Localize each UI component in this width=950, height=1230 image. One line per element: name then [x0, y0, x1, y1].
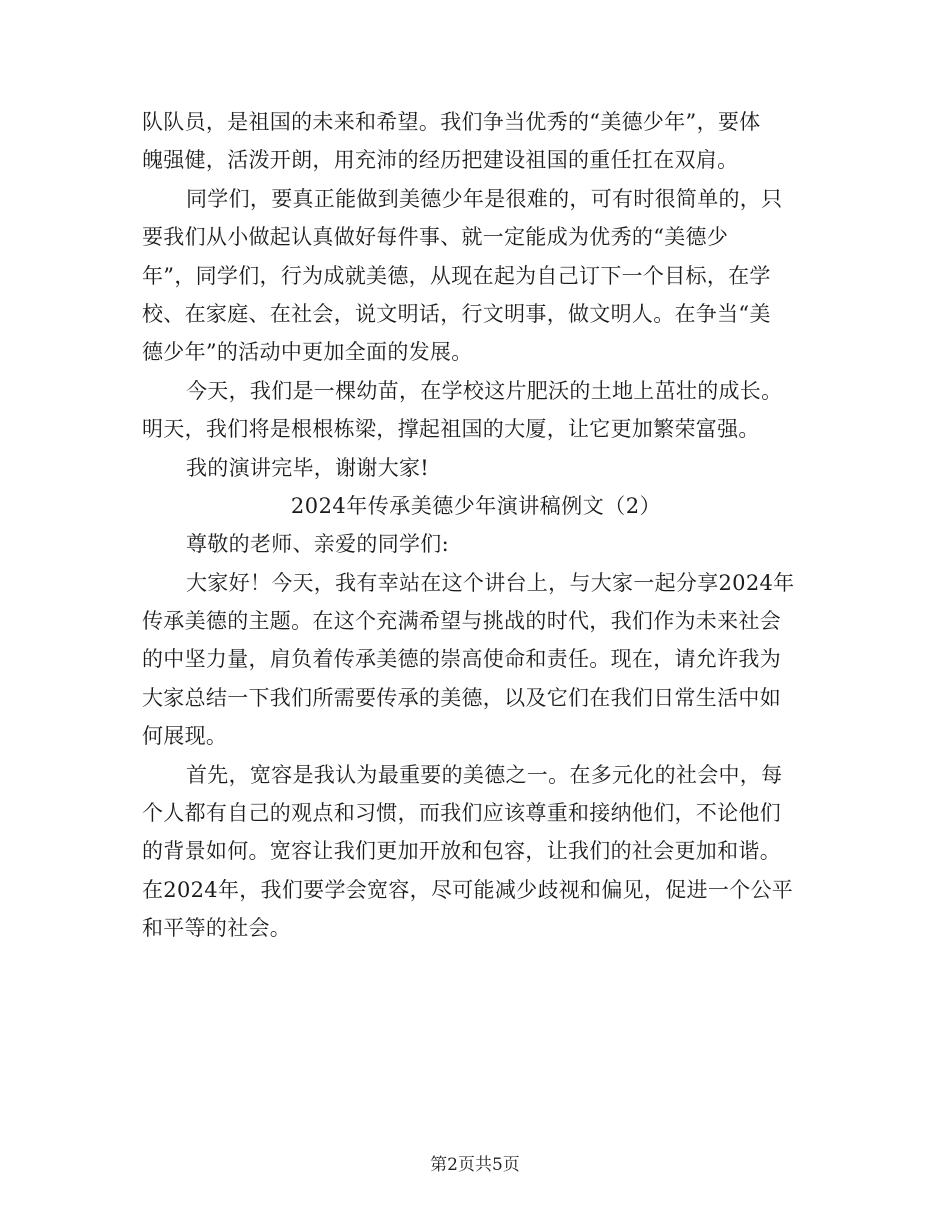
text-line: 在2024年，我们要学会宽容，尽可能减少歧视和偏见，促进一个公平: [142, 877, 794, 902]
text-line: 我的演讲完毕，谢谢大家!: [186, 455, 430, 480]
text-line: 队队员，是祖国的未来和希望。我们争当优秀的“美德少年”，要体: [142, 110, 761, 134]
text-line: 何展现。: [142, 724, 228, 749]
text-line: 大家总结一下我们所需要传承的美德，以及它们在我们日常生活中如: [142, 685, 781, 710]
text-line: 个人都有自己的观点和习惯，而我们应该尊重和接纳他们，不论他们: [142, 801, 781, 826]
salutation-line: 尊敬的老师、亲爱的同学们:: [186, 532, 449, 557]
text-line: 校、在家庭、在社会，说文明话，行文明事，做文明人。在争当“美: [142, 301, 771, 326]
text-line: 的背景如何。宽容让我们更加开放和包容，让我们的社会更加和谐。: [142, 839, 781, 864]
text-line: 要我们从小做起认真做好每件事、就一定能成为优秀的“美德少: [142, 225, 729, 250]
text-line: 同学们，要真正能做到美德少年是很难的，可有时很简单的，只: [186, 186, 783, 211]
text-line: 德少年”的活动中更加全面的发展。: [142, 340, 473, 365]
text-line: 和平等的社会。: [142, 916, 292, 941]
text-line: 传承美德的主题。在这个充满希望与挑战的时代，我们作为未来社会: [142, 609, 781, 634]
text-line: 大家好！今天，我有幸站在这个讲台上，与大家一起分享2024年: [186, 570, 795, 595]
text-line: 的中坚力量，肩负着传承美德的崇高使命和责任。现在，请允许我为: [142, 647, 781, 672]
text-line: 明天，我们将是根根栋梁，撑起祖国的大厦，让它更加繁荣富强。: [142, 417, 760, 442]
text-line: 首先，宽容是我认为最重要的美德之一。在多元化的社会中，每: [186, 762, 783, 787]
text-line: 魄强健，活泼开朗，用充沛的经历把建设祖国的重任扛在双肩。: [142, 148, 739, 173]
document-body: [142, 103, 810, 948]
page-number: 第2页共5页: [430, 1155, 520, 1175]
text-line: 今天，我们是一棵幼苗，在学校这片肥沃的土地上茁壮的成长。: [186, 378, 783, 403]
text-line: 年”，同学们，行为成就美德，从现在起为自己订下一个目标，在学: [142, 263, 771, 288]
section-title: 2024年传承美德少年演讲稿例文（2）: [290, 493, 662, 518]
